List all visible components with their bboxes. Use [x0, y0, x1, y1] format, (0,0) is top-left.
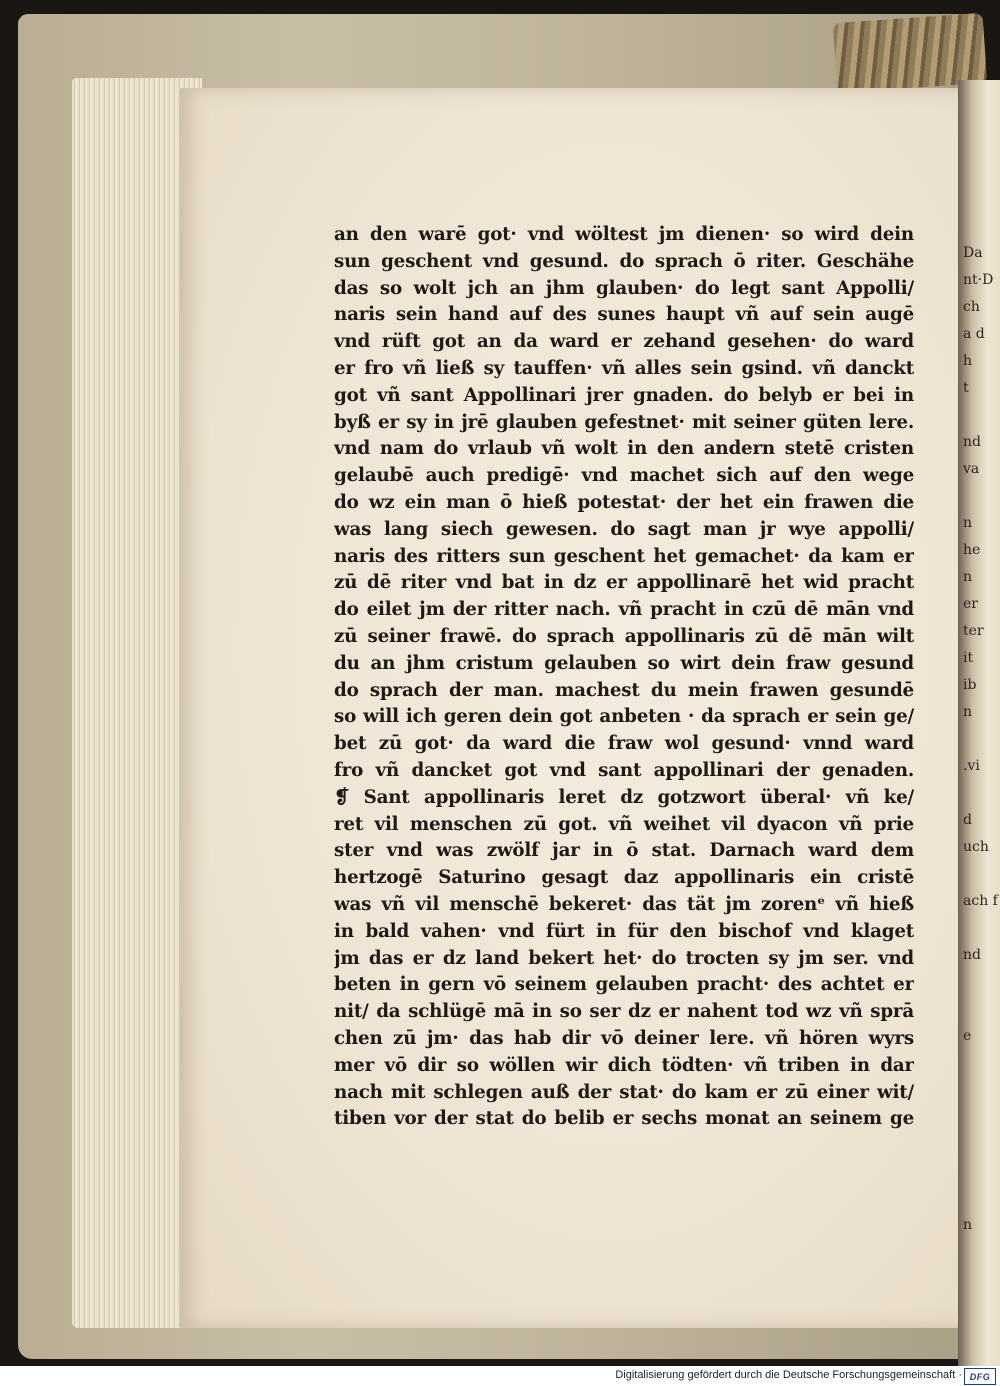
facing-page-fragment: ib — [963, 677, 977, 693]
text-line: do eilet jm der ritter nach. vñ pracht in czū dē mān vnd — [334, 599, 914, 621]
text-line: beten in gern vō seinem gelauben pracht· des achtet er — [334, 974, 914, 996]
text-line: hertzogē Saturino gesagt daz appollinaris ein cristē — [334, 867, 914, 889]
text-line: mer vō dir so wöllen wir dich tödten· vñ triben in dar — [334, 1054, 914, 1076]
facing-page-fragment: t — [963, 380, 969, 396]
facing-page-fragment: a d — [963, 326, 985, 342]
facing-page-fragment — [963, 483, 1000, 510]
facing-page-fragment: nd — [963, 947, 981, 963]
facing-page-fragment: he — [963, 542, 981, 558]
facing-page-fragment: ch — [963, 299, 980, 315]
text-line: vnd rüft got an da ward er zehand gesehen· do ward — [334, 331, 914, 353]
text-line: an den warē got· vnd wöltest jm dienen· so wird dein — [334, 224, 914, 245]
text-line: do sprach der man. machest du mein frawen gesundē — [334, 679, 914, 701]
facing-page-fragment: ter — [963, 623, 984, 639]
facing-page-fragment: n — [963, 515, 973, 531]
facing-page-fragment — [963, 861, 1000, 888]
facing-page-fragment — [963, 1158, 1000, 1185]
text-line: jm das er dz land bekert het· do trocten sy jm ser. vnd — [334, 947, 914, 969]
funding-credit[interactable]: Digitalisierung gefördert durch die Deutsche Forschungsgemeinschaft · — [615, 1369, 962, 1381]
dfg-logo[interactable] — [964, 1368, 996, 1385]
facing-page-fragment: er — [963, 596, 978, 612]
facing-page-fragment: Da — [963, 245, 983, 261]
facing-page-fragment — [963, 996, 1000, 1023]
facing-page-fragment — [963, 969, 1000, 996]
text-line: nach mit schlegen auß der stat· do kam er zū einer wit/ — [334, 1081, 914, 1103]
facing-page-fragment: it — [963, 650, 974, 666]
footer-bar — [0, 1366, 1000, 1386]
text-line: sun geschent vnd gesund. do sprach ō riter. Geschähe — [334, 250, 914, 272]
text-line: was vñ vil menschē bekeret· das tät jm zorenᵉ vñ hieß — [334, 893, 914, 915]
facing-page-fragment — [963, 1266, 1000, 1293]
text-line: byß er sy in jrē glauben gefestnet· mit seiner güten lere. — [334, 411, 914, 433]
text-line: bet zū got· da ward die fraw wol gesund· vnnd ward — [334, 733, 914, 755]
dfg-logo-text: DFG — [969, 1371, 991, 1382]
facing-page-fragment — [963, 1077, 1000, 1104]
text-line: zū dē riter vnd bat in dz er appollinarē het wid pracht — [334, 572, 914, 594]
facing-page-fragment: nt·D — [963, 272, 994, 288]
text-line: ster vnd was zwölf jar in ō stat. Darnach ward dem — [334, 840, 914, 862]
text-line: das so wolt jch an jhm glauben· do legt sant Appolli/ — [334, 277, 914, 299]
facing-page-fragment — [963, 1050, 1000, 1077]
facing-page-fragment: va — [963, 461, 980, 477]
facing-page-text — [963, 240, 1000, 1293]
text-line: ❡ Sant appollinaris leret dz gotzwort überal· vñ ke/ — [334, 786, 914, 808]
facing-page-fragment: ach f — [963, 893, 998, 909]
facing-page-fragment: n — [963, 704, 973, 720]
text-line: in bald vahen· vnd fürt in für den bischof vnd klaget — [334, 920, 914, 942]
text-line: er fro vñ ließ sy tauffen· vñ alles sein gsind. vñ danckt — [334, 357, 914, 379]
text-line: fro vñ dancket got vnd sant appollinari der genaden. — [334, 759, 914, 781]
text-line: vnd nam do vrlaub vñ wolt in den andern stetē cristen — [334, 438, 914, 460]
facing-page-fragment: n — [963, 569, 973, 585]
facing-page-fragment — [963, 1131, 1000, 1158]
text-line: naris sein hand auf des sunes haupt vñ auf sein augē — [334, 304, 914, 326]
facing-page-fragment: nd — [963, 434, 981, 450]
text-line: du an jhm cristum gelauben so wirt dein fraw gesund — [334, 652, 914, 674]
facing-page-fragment — [963, 726, 1000, 753]
facing-page-fragment: h — [963, 353, 973, 369]
text-line: do wz ein man ō hieß potestat· der het ein frawen die — [334, 491, 914, 513]
text-line: got vñ sant Appollinari jrer gnaden. do belyb er bei in — [334, 384, 914, 406]
facing-page-fragment — [963, 1185, 1000, 1212]
facing-page-fragment: n — [963, 1217, 973, 1233]
facing-page-fragment — [963, 1104, 1000, 1131]
text-line: so will ich geren dein got anbeten · da sprach er sein ge/ — [334, 706, 914, 728]
text-line: ret vil menschen zū got. vñ weihet vil dyacon vñ prie — [334, 813, 914, 835]
facing-page-fragment — [963, 402, 1000, 429]
facing-page-fragment — [963, 780, 1000, 807]
facing-page-fragment — [963, 915, 1000, 942]
text-line: zū seiner frawē. do sprach appollinaris zū dē mān wilt — [334, 625, 914, 647]
page-text-block — [334, 222, 914, 1133]
text-line: naris des ritters sun geschent het gemachet· da kam er — [334, 545, 914, 567]
facing-page-fragment: .vi — [963, 758, 980, 774]
text-line: nit/ da schlügē mā in so ser dz er nahent tod wz vñ sprā — [334, 1001, 914, 1023]
facing-page-fragment — [963, 1239, 1000, 1266]
facing-page-fragment: d — [963, 812, 972, 828]
text-line: gelaubē auch predigē· vnd machet sich auf den wege — [334, 465, 914, 487]
text-line: chen zū jm· das hab dir vō deiner lere. vñ hören wyrs — [334, 1027, 914, 1049]
facing-page-fragment: uch — [963, 839, 989, 855]
facing-page-fragment: e — [963, 1028, 972, 1044]
text-line: tiben vor der stat do belib er sechs monat an seinem ge — [334, 1108, 914, 1130]
text-line: was lang siech gewesen. do sagt man jr wye appolli/ — [334, 518, 914, 540]
